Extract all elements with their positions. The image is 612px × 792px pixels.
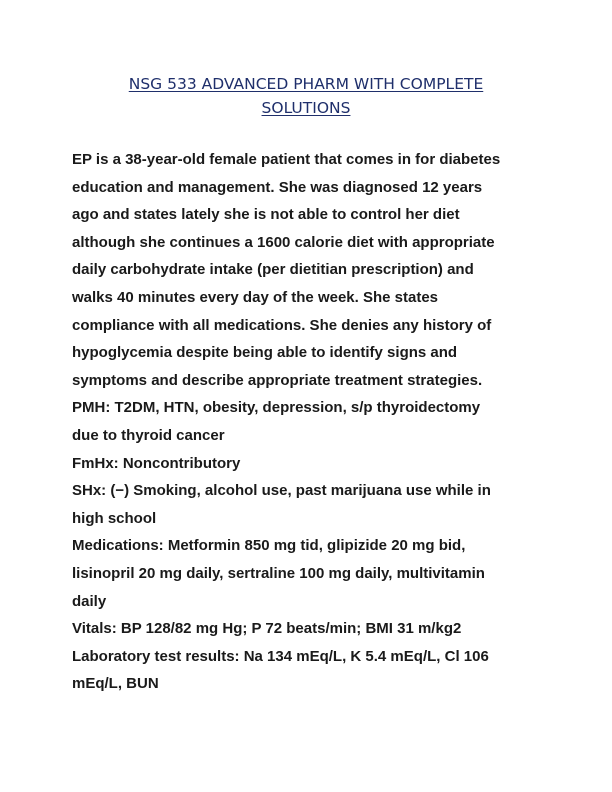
case-text [72,146,562,698]
text-line: symptoms and describe appropriate treatment strategies. [72,371,483,389]
text-line: daily [72,592,107,610]
text-line: Vitals: BP 128/82 mg Hg; P 72 beats/min; BMI 31 m/kg2 [72,620,462,638]
text-line: daily carbohydrate intake (per dietitian prescription) and [72,261,474,279]
text-line: although she continues a 1600 calorie diet with appropriate [72,233,495,251]
text-line: EP is a 38-year-old female patient that comes in for diabetes [72,151,501,168]
title-line: SOLUTIONS [261,99,351,117]
text-line: compliance with all medications. She denies any history of [72,316,492,334]
text-line: education and management. She was diagnosed 12 years [72,178,483,196]
text-line: mEq/L, BUN [72,675,159,693]
text-line: FmHx: Noncontributory [72,454,241,472]
text-line: lisinopril 20 mg daily, sertraline 100 mg daily, multivitamin [72,564,485,582]
text-line: Laboratory test results: Na 134 mEq/L, K 5.4 mEq/L, Cl 106 [72,647,489,665]
text-line: due to thyroid cancer [72,426,225,444]
text-line: high school [72,509,157,527]
text-line: walks 40 minutes every day of the week. She states [72,288,439,306]
text-line: PMH: T2DM, HTN, obesity, depression, s/p thyroidectomy [72,399,481,417]
text-line: SHx: (−) Smoking, alcohol use, past marijuana use while in [72,482,491,500]
document-title [60,72,552,120]
text-line: ago and states lately she is not able to control her diet [72,206,460,224]
text-line: hypoglycemia despite being able to identify signs and [72,344,458,362]
title-line: NSG 533 ADVANCED PHARM WITH COMPLETE [128,75,484,93]
text-line: Medications: Metformin 850 mg tid, glipizide 20 mg bid, [72,537,466,555]
